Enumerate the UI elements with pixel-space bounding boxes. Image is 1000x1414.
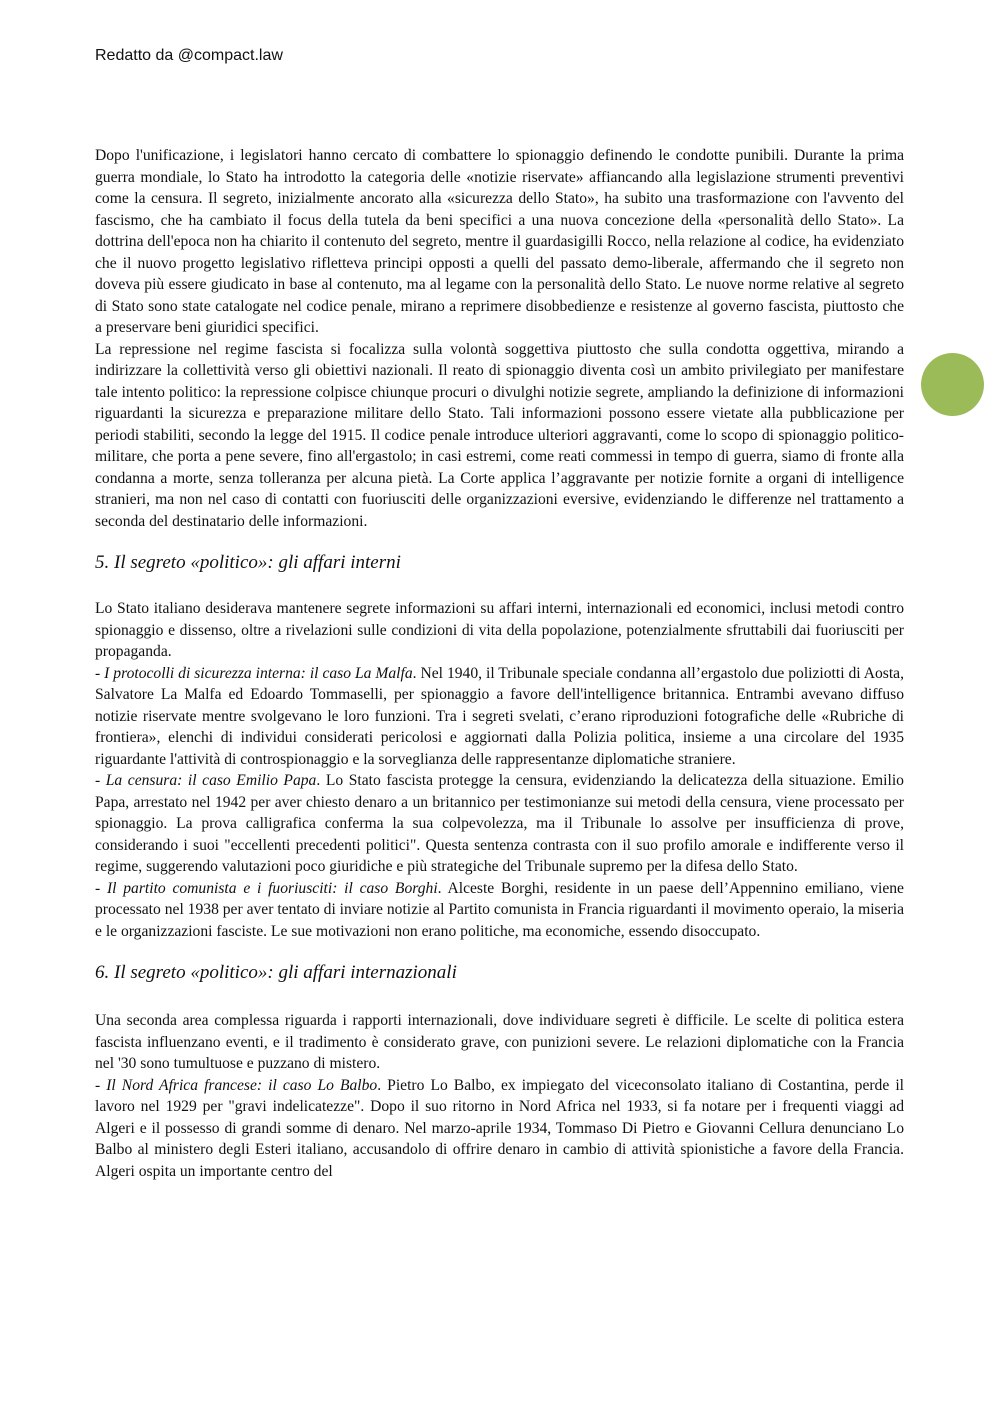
case-lo-balbo (95, 1075, 904, 1183)
case-lo-balbo-title: - Il Nord Africa francese: il caso Lo Balbo (95, 1076, 378, 1094)
case-emilio-papa-title: - La censura: il caso Emilio Papa (95, 772, 317, 789)
case-la-malfa-text: . Nel 1940, il Tribunale speciale condanna all’ergastolo due poliziotti di Aosta, Salvatore La Malfa ed Edoardo Tommaselli, per spionaggio a favore dell'intelligence britannica. Entrambi avevano diffuso notizie riservate mentre svolgevano le loro funzioni. Tra i segreti svelati, c’erano riproduzioni fotografiche delle «Rubriche di frontiera», elenchi di individui considerati pericolosi e aggiornati dalla Polizia politica, insieme a una circolare del 1935 riguardante l'attività di controspionaggio e la sorveglianza delle rappresentanze diplomatiche straniere. (95, 664, 904, 768)
case-borghi-text: . Alceste Borghi, residente in un paese dell’Appennino emiliano, viene processato nel 1938 per aver tentato di inviare notizie al Partito comunista in Francia riguardanti il movimento operaio, la miseria e le organizzazioni fasciste. Le sue motivazioni non erano politiche, ma economiche, essendo disoccupato. (95, 879, 904, 940)
case-emilio-papa-text: . Lo Stato fascista protegge la censura, evidenziando la delicatezza della situazione. Emilio Papa, arrestato nel 1942 per aver chiesto denaro a un britannico per testimonianze sui metodi della censura, viene processato per spionaggio. La prova calligrafica conferma la sua colpevolezza, ma il Tribunale lo assolve per insufficienza di prove, considerando i suoi "eccellenti precedenti politici". Questa sentenza contrasta con il suo profilo amorale e indifferente verso il regime, suggerendo valutazioni poco giuridiche e più strategiche del Tribunale supremo per la difesa dello Stato. (95, 772, 904, 875)
green-circle-marker (921, 353, 984, 416)
case-borghi (95, 878, 904, 943)
document-body (95, 145, 904, 1182)
section-5-intro: Lo Stato italiano desiderava mantenere segrete informazioni su affari interni, internazionali ed economici, inclusi metodi contro spionaggio e dissenso, oltre a rivelazioni sulle condizioni di vita della popolazione, potenzialmente sfruttabili dai fuoriusciti per propaganda. (95, 600, 904, 660)
case-lo-balbo-text: . Pietro Lo Balbo, ex impiegato del viceconsolato italiano di Costantina, perde il lavoro nel 1929 per "gravi indelicatezze". Dopo il suo ritorno in Nord Africa nel 1933, si fa notare per i frequenti viaggi ad Algeri e il possesso di grandi somme di denaro. Nel marzo-aprile 1934, Tommaso Di Pietro e Giovanni Cellura denunciano Lo Balbo al ministero degli Esteri italiano, accusandolo di offrire denaro in cambio di attività spionistiche a favore della Francia. Algeri ospita un importante centro del (95, 1076, 904, 1180)
case-la-malfa-title: - I protocolli di sicurezza interna: il caso La Malfa (95, 664, 413, 682)
case-borghi-title: - Il partito comunista e i fuoriusciti: il caso Borghi (95, 879, 438, 897)
case-emilio-papa (95, 770, 904, 878)
intro-paragraph-2: La repressione nel regime fascista si focalizza sulla volontà soggettiva piuttosto che sulla condotta oggettiva, mirando a indirizzare la collettività verso gli obiettivi nazionali. Il reato di spionaggio diventa così un ambito privilegiato per manifestare tale intento politico: la repressione colpisce chiunque procuri o divulghi notizie segrete, ampliando la definizione di informazioni riguardanti la sicurezza e preparazione militare dello Stato. Tali informazioni possono essere vietate alla pubblicazione per periodi stabiliti, secondo la legge del 1915. Il codice penale introduce ulteriori aggravanti, come lo scopo di spionaggio politico-militare, che porta a pene severe, fino all'ergastolo; in casi estremi, come reati commessi in tempo di guerra, siamo di fronte alla condanna a morte, senza tolleranza per alcuna pietà. La Corte applica l’aggravante per notizie fornite a organi di intelligence stranieri, ma non nel caso di contatti con fuoriusciti delle organizzazioni eversive, evidenziando le differenze nel trattamento a seconda del destinatario delle informazioni. (95, 340, 904, 530)
section-6-intro: Una seconda area complessa riguarda i rapporti internazionali, dove individuare segreti è difficile. Le scelte di politica estera fascista influenzano eventi, e il tradimento è considerato grave, con punizioni severe. Le relazioni diplomatiche con la Francia nel '30 sono tumultuose e puzzano di mistero. (95, 1012, 904, 1072)
section-5-heading: 5. Il segreto «politico»: gli affari interni (95, 552, 401, 573)
case-la-malfa (95, 663, 904, 771)
section-6-heading: 6. Il segreto «politico»: gli affari internazionali (95, 962, 457, 983)
page-header: Redatto da @compact.law (95, 47, 283, 64)
intro-paragraph-1: Dopo l'unificazione, i legislatori hanno cercato di combattere lo spionaggio definendo le condotte punibili. Durante la prima guerra mondiale, lo Stato ha introdotto la categoria delle «notizie riservate» affiancando alla legislazione strumenti preventivi come la censura. Il segreto, inizialmente ancorato alla «sicurezza dello Stato», ha subito una trasformazione con l'avvento del fascismo, che ha cambiato il focus della tutela da beni specifici a una nuova concezione della «personalità dello Stato». La dottrina dell'epoca non ha chiarito il contenuto del segreto, mentre il guardasigilli Rocco, nella relazione al codice, ha evidenziato che il nuovo progetto legislativo rifletteva principi opposti a quelli del passato demo-liberale, affermando che il segreto non doveva più essere giudicato in base al contenuto, ma al legame con la personalità dello Stato. Le nuove norme relative al segreto di Stato sono state catalogate nel codice penale, mirano a reprimere disobbedienze e resistenze al governo fascista, piuttosto che a preservare beni giuridici specifici. (95, 147, 904, 336)
